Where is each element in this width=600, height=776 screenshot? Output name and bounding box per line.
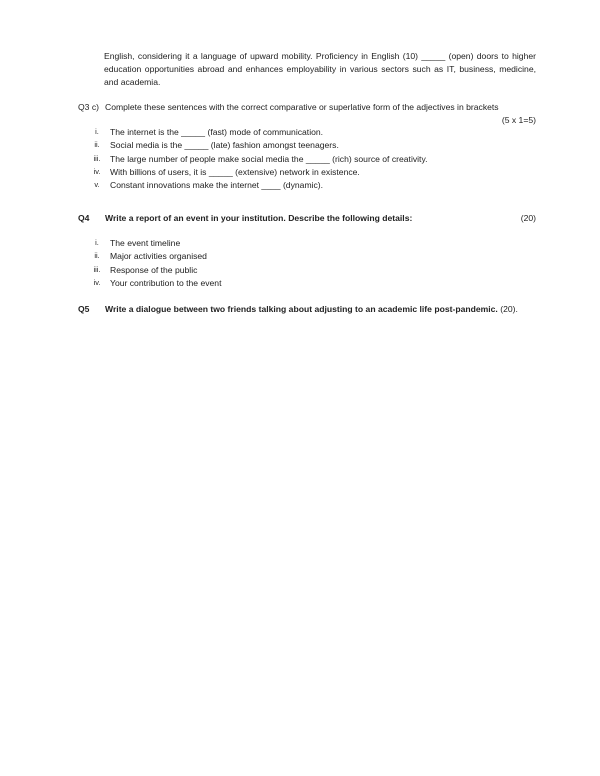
question-5-prompt: Write a dialogue between two friends talking about adjusting to an academic life post-pandemic. [105, 304, 498, 314]
question-3-prompt: Complete these sentences with the correct comparative or superlative form of the adjectives in brackets [105, 102, 499, 112]
list-item [84, 250, 524, 263]
item-text: The event timeline [110, 238, 181, 248]
list-item [84, 179, 524, 192]
question-3-heading [78, 101, 538, 114]
item-text: With billions of users, it is _____ (extensive) network in existence. [110, 166, 360, 177]
item-numeral: iv. [93, 277, 101, 287]
item-numeral: v. [94, 180, 100, 190]
question-3-list [84, 126, 524, 192]
list-item [84, 166, 524, 179]
question-3-marks: (5 x 1=5) [501, 115, 536, 125]
question-4-prompt: Write a report of an event in your institution. Describe the following details: [105, 213, 413, 223]
list-item [84, 237, 524, 250]
item-numeral: ii. [94, 140, 100, 150]
question-5-number: Q5 [78, 304, 90, 314]
question-3-number: Q3 c) [78, 102, 100, 112]
item-text: Your contribution to the event [110, 277, 222, 288]
question-4-marks: (20) [520, 213, 536, 223]
item-text: The internet is the _____ (fast) mode of communication. [110, 127, 324, 137]
item-numeral: iii. [93, 153, 101, 163]
item-numeral: iii. [93, 264, 101, 274]
list-item [84, 139, 524, 152]
item-text: Social media is the _____ (late) fashion amongst teenagers. [110, 140, 339, 151]
intro-paragraph: English, considering it a language of upward mobility. Proficiency in English (10) _____ (open) doors to higher education opportunities abroad and enhances employability in various sectors such as IT, business, medicine, and academia. [104, 51, 536, 88]
item-text: Major activities organised [110, 251, 207, 262]
item-numeral: i. [95, 127, 99, 136]
list-item [84, 264, 524, 277]
question-4-number: Q4 [78, 213, 90, 223]
question-4-list [84, 237, 524, 290]
question-5-heading [78, 303, 538, 316]
list-item [84, 126, 524, 139]
list-item [84, 153, 524, 166]
question-5-marks: (20). [500, 304, 518, 314]
item-text: Constant innovations make the internet ____ (dynamic). [110, 180, 324, 191]
item-numeral: i. [95, 238, 99, 247]
item-text: Response of the public [110, 264, 198, 275]
list-item [84, 277, 524, 290]
item-text: The large number of people make social media the _____ (rich) source of creativity. [110, 153, 428, 164]
item-numeral: iv. [93, 166, 101, 176]
item-numeral: ii. [94, 251, 100, 261]
